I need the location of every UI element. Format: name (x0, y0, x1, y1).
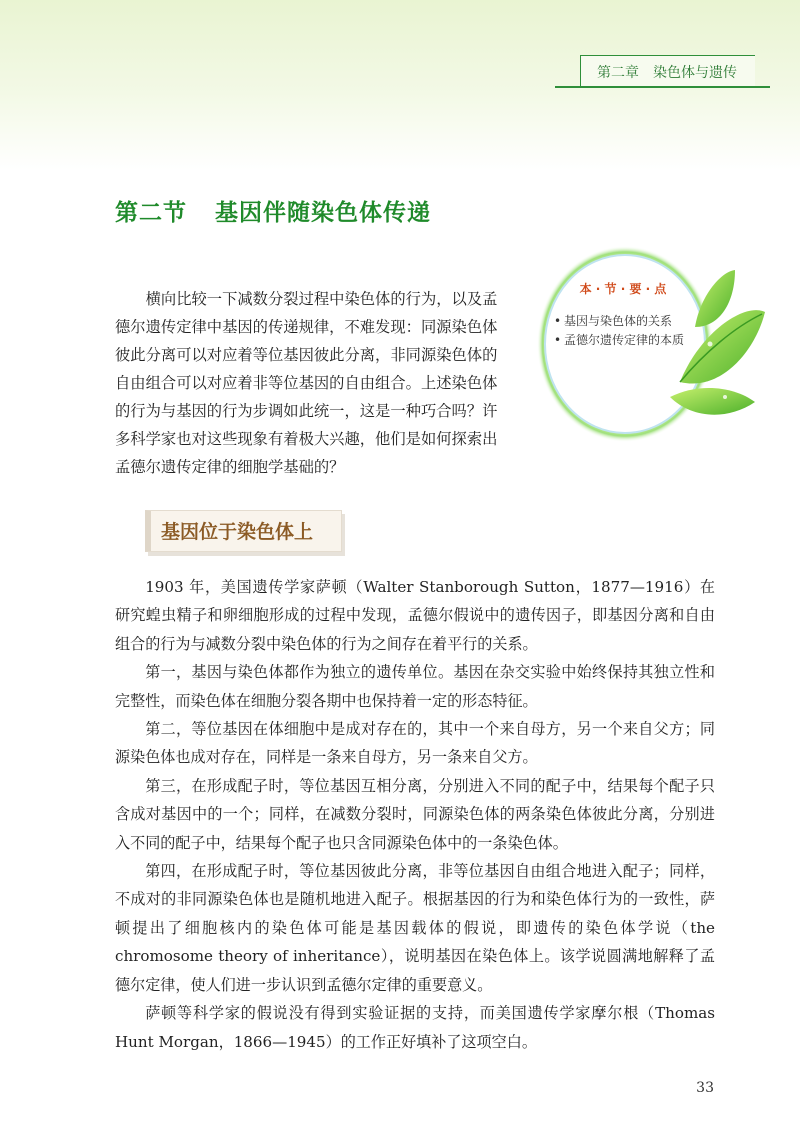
section-title-text: 基因伴随染色体传递 (215, 199, 431, 226)
page-number: 33 (696, 1080, 714, 1096)
body-paragraph: 1903 年，美国遗传学家萨顿（Walter Stanborough Sutton，1877—1916）在研究蝗虫精子和卵细胞形成的过程中发现，孟德尔假说中的遗传因子，即基因分离和自由组合的行为与减数分裂中染色体的行为之间存在着平行的关系。 (115, 578, 715, 653)
subsection-title: 基因位于染色体上 (161, 521, 314, 543)
subsection-heading (145, 510, 342, 552)
body-paragraph: 第一，基因与染色体都作为独立的遗传单位。基因在杂交实验中始终保持其独立性和完整性，而染色体在细胞分裂各期中也保持着一定的形态特征。 (115, 663, 715, 710)
key-points-box (530, 232, 770, 457)
key-point-item: • 基因与染色体的关系 (554, 312, 694, 331)
key-points-list (554, 312, 694, 350)
key-point-item: • 孟德尔遗传定律的本质 (554, 331, 694, 350)
chapter-header: 第二章 染色体与遗传 (580, 55, 755, 88)
body-text (115, 573, 715, 1056)
chapter-header-rule (555, 86, 770, 88)
body-paragraph: 萨顿等科学家的假说没有得到实验证据的支持，而美国遗传学家摩尔根（Thomas Hunt Morgan，1866—1945）的工作正好填补了这项空白。 (115, 1004, 715, 1051)
body-paragraph: 第四，在形成配子时，等位基因彼此分离，非等位基因自由组合地进入配子；同样，不成对的非同源染色体也是随机地进入配子。根据基因的行为和染色体行为的一致性，萨顿提出了细胞核内的染色体可能是基因载体的假说，即遗传的染色体学说（the chromosome theory of inheritance），说明基因在染色体上。该学说圆满地解释了孟德尔定律，使人们进一步认识到孟德尔定律的重要意义。 (115, 862, 715, 994)
intro-paragraph: 横向比较一下减数分裂过程中染色体的行为，以及孟德尔遗传定律中基因的传递规律，不难发现：同源染色体彼此分离可以对应着等位基因彼此分离，非同源染色体的自由组合可以对应着非等位基因的自由组合。上述染色体的行为与基因的行为步调如此统一，这是一种巧合吗？许多科学家也对这些现象有着极大兴趣，他们是如何探索出孟德尔遗传定律的细胞学基础的？ (115, 290, 498, 476)
section-title (115, 194, 431, 227)
body-paragraph: 第三，在形成配子时，等位基因互相分离，分别进入不同的配子中，结果每个配子只含成对基因中的一个；同样，在减数分裂时，同源染色体的两条染色体彼此分离，分别进入不同的配子中，结果每个配子也只含同源染色体中的一条染色体。 (115, 776, 715, 852)
body-paragraph: 第二，等位基因在体细胞中是成对存在的，其中一个来自母方，另一个来自父方；同源染色体也成对存在，同样是一条来自母方，另一条来自父方。 (115, 720, 715, 767)
key-points-title: 本 · 节 · 要 · 点 (579, 282, 667, 296)
section-number: 第二节 (115, 199, 187, 226)
